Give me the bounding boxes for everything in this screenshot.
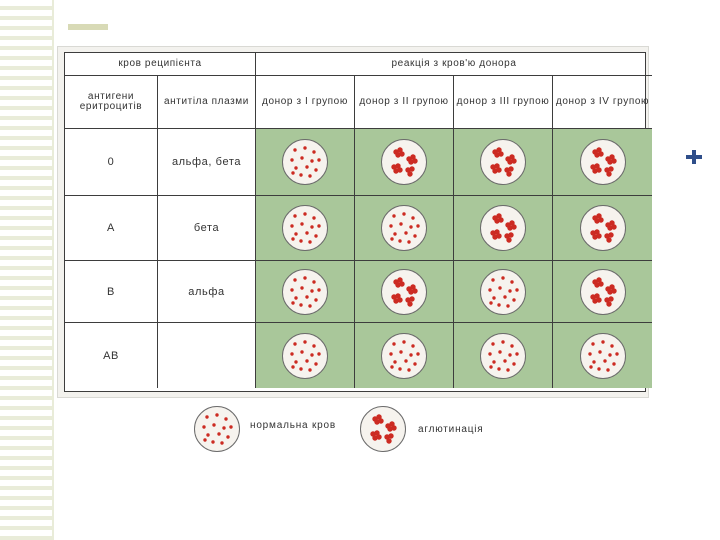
blood-cell-dot (293, 342, 296, 345)
blood-cell-dot (317, 288, 320, 291)
blood-cell-dot (399, 222, 402, 225)
blood-cell-dot (300, 222, 303, 225)
blood-cell-dot (501, 276, 504, 279)
blood-cell-dot (305, 359, 308, 362)
blood-cell-dot (312, 344, 315, 347)
blood-cell-dot (508, 353, 511, 356)
agglutination-icon (581, 270, 625, 314)
blood-cell-dot (299, 303, 302, 306)
blood-cell-clump (496, 167, 501, 172)
blood-cell-dot (392, 342, 395, 345)
blood-cell-dot (212, 423, 215, 426)
legend-normal-label: нормальна кров (250, 420, 336, 431)
blood-cell-dot (389, 352, 392, 355)
blood-cell-clump (606, 301, 611, 306)
blood-cell-dot (407, 240, 410, 243)
blood-cell-dot (293, 278, 296, 281)
blood-cell-dot (294, 296, 297, 299)
result-cell (256, 261, 355, 323)
blood-cell-dot (205, 415, 208, 418)
blood-cell-dot (411, 216, 414, 219)
blood-cell-clump (407, 301, 412, 306)
blood-cell-dot (303, 340, 306, 343)
blood-sample-circle (580, 333, 626, 379)
blood-cell-clump (608, 232, 613, 237)
normal-blood-icon (283, 206, 327, 250)
blood-cell-dot (222, 426, 225, 429)
agglutination-icon (481, 206, 525, 250)
blood-cell-dot (404, 359, 407, 362)
blood-cell-dot (598, 350, 601, 353)
agglutination-icon (581, 140, 625, 184)
antigen-cell: 0 (65, 129, 158, 196)
agglutination-icon (581, 206, 625, 250)
blood-cell-dot (588, 352, 591, 355)
blood-cell-dot (404, 231, 407, 234)
blood-cell-dot (308, 368, 311, 371)
blood-cell-dot (413, 362, 416, 365)
agglutination-icon (382, 270, 426, 314)
header-donor-1: донор з I групою (256, 76, 355, 129)
blood-cell-dot (314, 362, 317, 365)
blood-cell-dot (317, 224, 320, 227)
antigen-cell: B (65, 261, 158, 323)
blood-cell-dot (515, 288, 518, 291)
decorative-dash (68, 24, 108, 30)
blood-cell-dot (393, 360, 396, 363)
header-antigens: антигени еритроцитів (65, 76, 158, 129)
blood-cell-dot (393, 232, 396, 235)
agglutination-icon (481, 140, 525, 184)
blood-cell-clump (378, 418, 383, 423)
blood-cell-dot (305, 295, 308, 298)
blood-cell-dot (407, 368, 410, 371)
blood-sample-circle (480, 205, 526, 251)
blood-cell-clump (407, 171, 412, 176)
blood-cell-clump (409, 166, 414, 171)
blood-cell-dot (498, 350, 501, 353)
blood-cell-dot (290, 288, 293, 291)
header-donor-4: донор з IV групою (553, 76, 652, 129)
antibodies-cell: альфа (158, 261, 256, 323)
blood-cell-dot (592, 360, 595, 363)
result-cell (355, 323, 454, 388)
blood-cell-dot (312, 280, 315, 283)
result-cell (553, 129, 652, 196)
slide-marker-icon (686, 150, 704, 164)
blood-cell-clump (608, 166, 613, 171)
blood-cell-dot (398, 239, 401, 242)
blood-cell-dot (492, 296, 495, 299)
blood-cell-dot (512, 298, 515, 301)
blood-cell-dot (294, 360, 297, 363)
blood-cell-clump (508, 232, 513, 237)
blood-cell-dot (300, 156, 303, 159)
result-cell (553, 261, 652, 323)
blood-cell-dot (608, 353, 611, 356)
blood-cell-dot (506, 304, 509, 307)
blood-sample-circle (282, 269, 328, 315)
blood-cell-clump (598, 217, 603, 222)
blood-cell-clump (511, 158, 516, 163)
blood-cell-clump (399, 281, 404, 286)
blood-cell-dot (294, 166, 297, 169)
blood-cell-dot (416, 224, 419, 227)
blood-cell-clump (397, 297, 402, 302)
blood-cell-dot (497, 367, 500, 370)
legend-normal-circle (194, 406, 240, 452)
blood-cell-dot (488, 352, 491, 355)
blood-cell-dot (390, 365, 393, 368)
blood-cell-dot (491, 342, 494, 345)
blood-cell-clump (611, 158, 616, 163)
result-cell (454, 129, 553, 196)
blood-cell-dot (503, 295, 506, 298)
blood-cell-dot (211, 440, 214, 443)
blood-cell-clump (596, 233, 601, 238)
blood-cell-dot (293, 148, 296, 151)
blood-sample-circle (282, 139, 328, 185)
blood-cell-dot (206, 433, 209, 436)
blood-cell-dot (492, 360, 495, 363)
legend-agglutination-label: аглютинація (418, 424, 484, 435)
blood-cell-dot (310, 225, 313, 228)
blood-sample-circle (381, 205, 427, 251)
blood-cell-dot (291, 301, 294, 304)
normal-blood-icon (195, 407, 239, 451)
blood-cell-dot (488, 288, 491, 291)
blood-cell-dot (603, 359, 606, 362)
blood-cell-dot (299, 367, 302, 370)
result-cell (454, 261, 553, 323)
blood-cell-dot (409, 225, 412, 228)
antigen-cell: AB (65, 323, 158, 388)
blood-cell-dot (498, 286, 501, 289)
blood-cell-dot (314, 298, 317, 301)
antigen-cell: A (65, 196, 158, 261)
blood-cell-dot (305, 165, 308, 168)
blood-cell-dot (303, 146, 306, 149)
blood-cell-clump (498, 151, 503, 156)
blood-sample-circle (480, 333, 526, 379)
decorative-ruled-strip (0, 0, 54, 540)
blood-cell-dot (489, 301, 492, 304)
antibodies-cell: альфа, бета (158, 129, 256, 196)
blood-cell-dot (606, 368, 609, 371)
blood-cell-clump (376, 434, 381, 439)
blood-cell-dot (612, 362, 615, 365)
blood-cell-clump (412, 288, 417, 293)
blood-cell-dot (491, 278, 494, 281)
blood-cell-dot (317, 158, 320, 161)
blood-cell-clump (409, 296, 414, 301)
blood-cell-dot (310, 289, 313, 292)
blood-cell-dot (314, 234, 317, 237)
header-donor-reaction: реакція з кров'ю донора (256, 53, 652, 76)
header-antibodies: антитіла плазми (158, 76, 256, 129)
blood-cell-dot (293, 214, 296, 217)
blood-cell-dot (615, 352, 618, 355)
blood-sample-circle (282, 205, 328, 251)
antibodies-cell: бета (158, 196, 256, 261)
blood-cell-dot (312, 150, 315, 153)
blood-cell-dot (314, 168, 317, 171)
blood-cell-dot (299, 173, 302, 176)
blood-cell-clump (596, 297, 601, 302)
blood-cell-dot (312, 216, 315, 219)
blood-cell-dot (291, 237, 294, 240)
blood-cell-dot (215, 413, 218, 416)
normal-blood-icon (283, 334, 327, 378)
blood-cell-dot (506, 368, 509, 371)
result-cell (454, 323, 553, 388)
blood-cell-dot (597, 367, 600, 370)
blood-cell-clump (391, 425, 396, 430)
blood-sample-circle (381, 139, 427, 185)
blood-cell-dot (508, 289, 511, 292)
blood-cell-dot (220, 441, 223, 444)
blood-cell-dot (308, 240, 311, 243)
blood-cell-dot (226, 435, 229, 438)
blood-cell-dot (489, 365, 492, 368)
normal-blood-icon (481, 270, 525, 314)
blood-cell-dot (497, 303, 500, 306)
normal-blood-icon (382, 334, 426, 378)
result-cell (454, 196, 553, 261)
blood-cell-dot (203, 438, 206, 441)
blood-cell-dot (510, 280, 513, 283)
blood-cell-dot (390, 237, 393, 240)
blood-cell-clump (598, 281, 603, 286)
blood-cell-dot (317, 352, 320, 355)
blood-cell-dot (413, 234, 416, 237)
blood-cell-dot (589, 365, 592, 368)
blood-sample-circle (480, 269, 526, 315)
header-recipient-blood: кров реципієнта (65, 53, 256, 76)
result-cell (355, 129, 454, 196)
blood-cell-clump (386, 438, 391, 443)
blood-cell-dot (310, 159, 313, 162)
blood-cell-clump (412, 158, 417, 163)
blood-cell-dot (291, 171, 294, 174)
blood-cell-clump (611, 288, 616, 293)
blood-cell-dot (409, 353, 412, 356)
blood-cell-clump (596, 167, 601, 172)
result-cell (355, 196, 454, 261)
antibodies-cell (158, 323, 256, 388)
blood-cell-dot (392, 214, 395, 217)
blood-cell-clump (508, 166, 513, 171)
blood-cell-dot (290, 224, 293, 227)
blood-cell-dot (411, 344, 414, 347)
result-cell (256, 129, 355, 196)
blood-cell-clump (511, 224, 516, 229)
header-donor-3: донор з III групою (454, 76, 553, 129)
result-cell (553, 323, 652, 388)
blood-cell-dot (229, 425, 232, 428)
blood-cell-dot (512, 362, 515, 365)
blood-cell-clump (608, 296, 613, 301)
blood-cell-dot (503, 359, 506, 362)
normal-blood-icon (382, 206, 426, 250)
result-cell (355, 261, 454, 323)
blood-cell-dot (308, 174, 311, 177)
blood-cell-clump (498, 217, 503, 222)
blood-cell-dot (291, 365, 294, 368)
blood-cell-dot (294, 232, 297, 235)
normal-blood-icon (283, 270, 327, 314)
blood-cell-clump (506, 171, 511, 176)
blood-cell-dot (305, 231, 308, 234)
agglutination-icon (382, 140, 426, 184)
blood-cell-dot (389, 224, 392, 227)
blood-cell-dot (224, 417, 227, 420)
blood-sample-circle (381, 333, 427, 379)
blood-cell-clump (496, 233, 501, 238)
blood-cell-clump (388, 433, 393, 438)
header-donor-2: донор з II групою (355, 76, 454, 129)
blood-compatibility-table (64, 52, 650, 392)
blood-cell-clump (506, 237, 511, 242)
blood-cell-clump (606, 237, 611, 242)
blood-cell-dot (501, 340, 504, 343)
blood-cell-dot (398, 367, 401, 370)
blood-cell-dot (610, 344, 613, 347)
blood-cell-dot (399, 350, 402, 353)
blood-cell-clump (598, 151, 603, 156)
blood-sample-circle (580, 139, 626, 185)
blood-cell-dot (308, 304, 311, 307)
blood-sample-circle (580, 205, 626, 251)
blood-cell-dot (310, 353, 313, 356)
blood-cell-dot (601, 340, 604, 343)
blood-cell-dot (303, 212, 306, 215)
blood-cell-dot (290, 158, 293, 161)
blood-cell-clump (399, 151, 404, 156)
blood-sample-circle (480, 139, 526, 185)
blood-cell-dot (202, 425, 205, 428)
result-cell (256, 323, 355, 388)
blood-cell-dot (510, 344, 513, 347)
blood-cell-dot (217, 432, 220, 435)
blood-cell-clump (611, 224, 616, 229)
normal-blood-icon (283, 140, 327, 184)
blood-cell-dot (299, 239, 302, 242)
blood-cell-clump (397, 167, 402, 172)
blood-cell-dot (402, 340, 405, 343)
blood-cell-dot (402, 212, 405, 215)
normal-blood-icon (481, 334, 525, 378)
blood-cell-dot (416, 352, 419, 355)
legend-agglutination-circle (360, 406, 406, 452)
result-cell (256, 196, 355, 261)
blood-sample-circle (282, 333, 328, 379)
blood-sample-circle (580, 269, 626, 315)
blood-cell-dot (300, 350, 303, 353)
result-cell (553, 196, 652, 261)
blood-cell-dot (591, 342, 594, 345)
blood-cell-clump (606, 171, 611, 176)
blood-sample-circle (381, 269, 427, 315)
blood-cell-dot (515, 352, 518, 355)
blood-cell-dot (300, 286, 303, 289)
normal-blood-icon (581, 334, 625, 378)
agglutination-icon (361, 407, 405, 451)
blood-cell-dot (303, 276, 306, 279)
blood-cell-dot (290, 352, 293, 355)
